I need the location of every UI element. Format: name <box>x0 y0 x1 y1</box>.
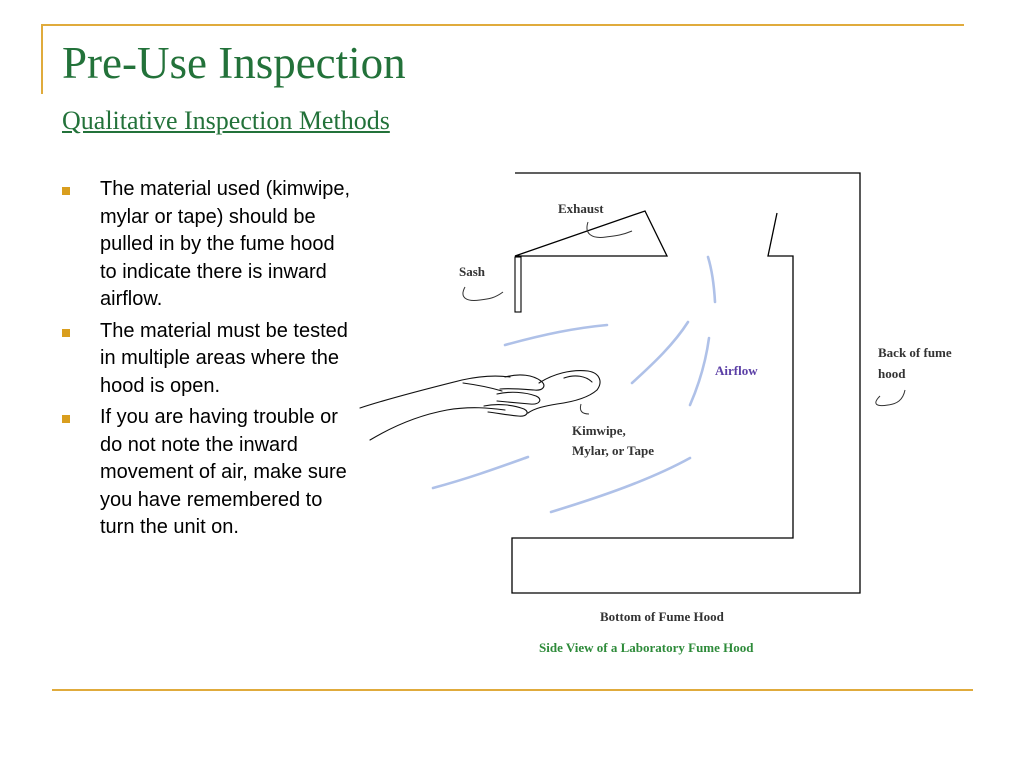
material-label-line2: Mylar, or Tape <box>572 443 654 458</box>
bullet-text: The material must be tested in multiple areas where the hood is open. <box>100 319 348 397</box>
hand-drawing <box>360 371 600 440</box>
square-bullet-icon <box>62 415 70 423</box>
slide-subtitle: Qualitative Inspection Methods <box>62 106 390 135</box>
back-of-hood-label-line2: hood <box>878 366 906 381</box>
bottom-of-hood-label: Bottom of Fume Hood <box>600 609 724 624</box>
airflow-arrow <box>632 322 688 383</box>
airflow-arrow <box>433 457 528 488</box>
sash-panel <box>515 257 521 312</box>
bullet-item <box>62 176 352 314</box>
bullet-text: The material used (kimwipe, mylar or tape) should be pulled in by the fume hood to indicate there is inward airflow. <box>100 178 351 310</box>
slide-title: Pre-Use Inspection <box>62 38 406 88</box>
bottom-accent-rule <box>52 689 973 691</box>
bullet-text: If you are having trouble or do not note the inward movement of air, make sure you have remembered to turn the unit on. <box>100 406 347 538</box>
back-pointer-icon <box>876 390 905 406</box>
airflow-arrow <box>505 325 607 345</box>
diagram-caption: Side View of a Laboratory Fume Hood <box>539 640 754 655</box>
back-of-hood-label-line1: Back of fume <box>878 345 952 360</box>
bullet-item <box>62 318 352 401</box>
square-bullet-icon <box>62 329 70 337</box>
left-accent-rule <box>41 24 43 94</box>
bullet-list <box>62 176 352 546</box>
airflow-arrow <box>708 257 715 302</box>
fume-hood-diagram <box>355 160 1015 670</box>
airflow-label: Airflow <box>715 363 758 378</box>
material-label-line1: Kimwipe, <box>572 423 626 438</box>
top-accent-rule <box>41 24 964 26</box>
sash-label: Sash <box>459 264 486 279</box>
exhaust-pointer-icon <box>587 222 632 237</box>
bullet-item <box>62 404 352 542</box>
fume-hood-outline <box>512 173 860 593</box>
square-bullet-icon <box>62 187 70 195</box>
airflow-arrow <box>690 338 709 405</box>
exhaust-label: Exhaust <box>558 201 604 216</box>
airflow-arrow <box>551 458 690 512</box>
material-pointer-icon <box>580 404 589 414</box>
sash-pointer-icon <box>463 287 503 300</box>
